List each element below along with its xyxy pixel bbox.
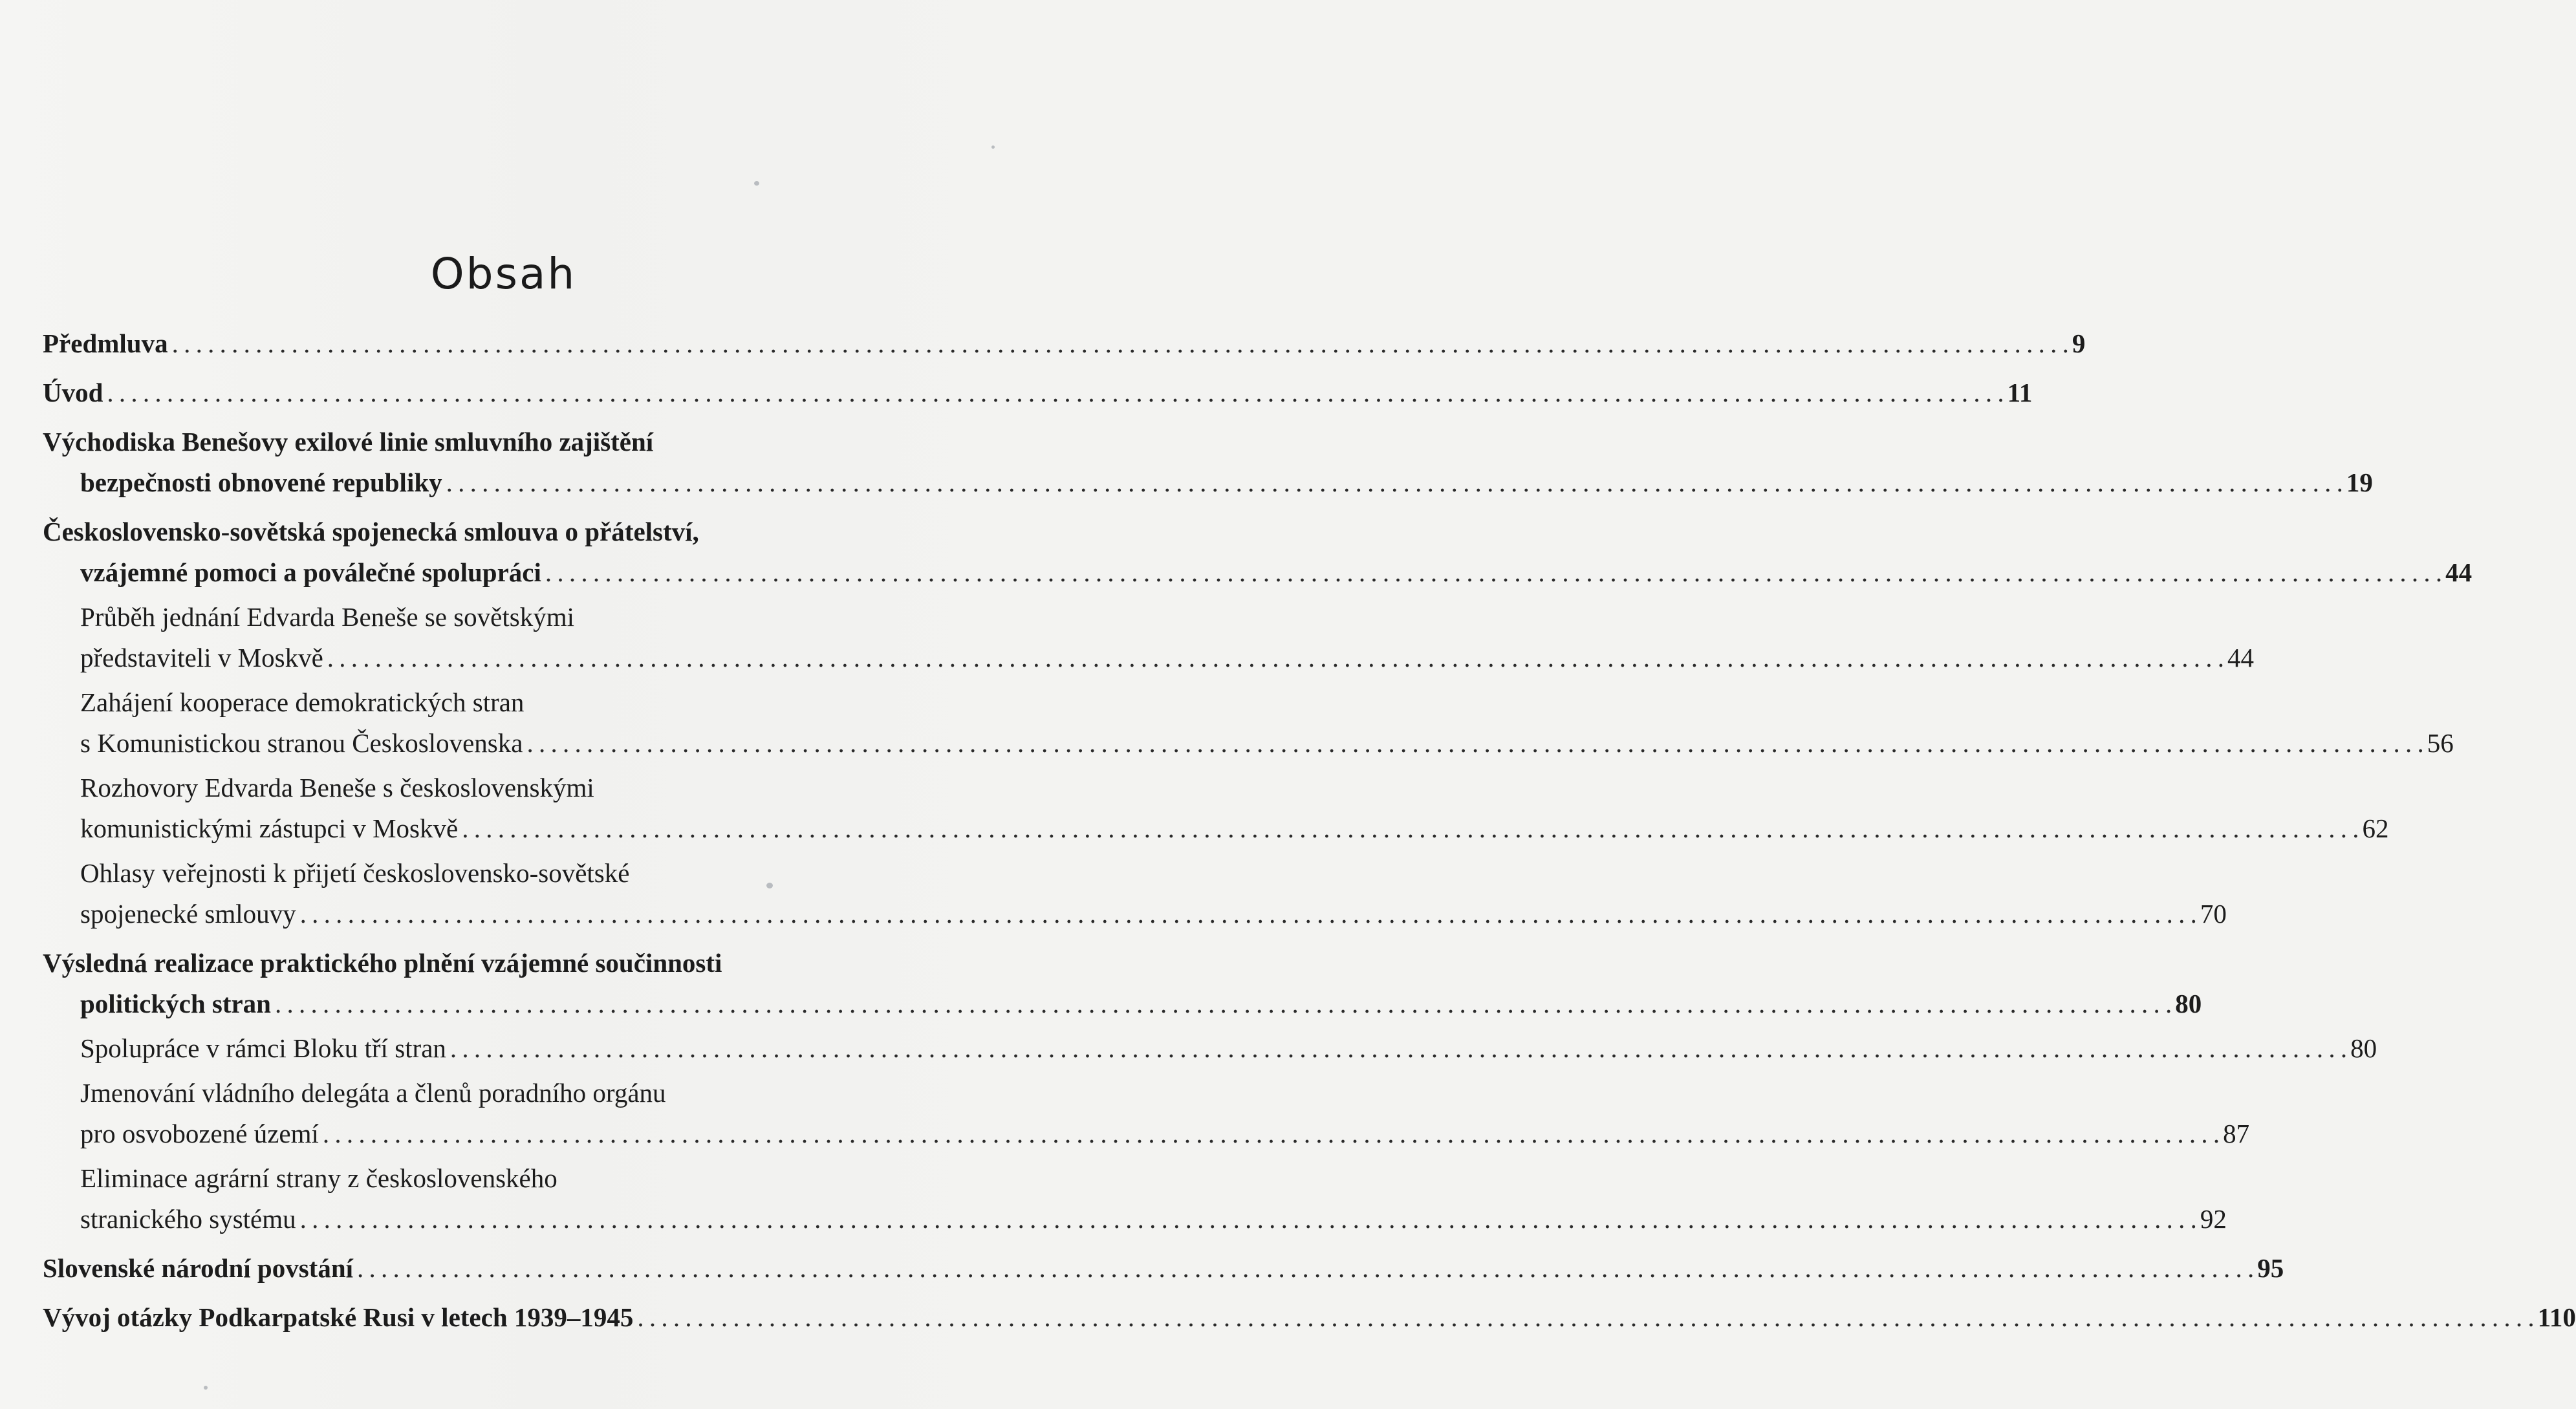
toc-entry-row: [80, 1199, 2227, 1240]
toc-page-number: 56: [2427, 728, 2454, 758]
dot-leader: [275, 989, 2171, 1018]
toc-entry-title-line: Jmenování vládního delegáta a členů poradního orgánu: [80, 1078, 666, 1108]
toc-entry-title-line: Eliminace agrární strany z československého: [80, 1163, 557, 1193]
toc-entry-title-line: komunistickými zástupci v Moskvě: [80, 813, 459, 843]
dot-leader: [637, 1297, 2533, 1338]
toc-entry-row: [43, 372, 2033, 413]
toc-subchapter-entry: [80, 853, 2227, 934]
toc-entry-row: [43, 323, 2086, 364]
toc-entry-row: [43, 1248, 2284, 1289]
toc-entry-row: [80, 808, 2389, 849]
table-of-contents: [43, 323, 2576, 1338]
toc-entry-title-line: Úvod: [43, 378, 103, 407]
toc-entry-row: [43, 1297, 2576, 1338]
dot-leader: [526, 728, 2423, 758]
toc-page-number: 80: [2350, 1033, 2377, 1063]
toc-entry-row: [80, 1028, 2377, 1069]
toc-entry-title-line: Spolupráce v rámci Bloku tří stran: [80, 1033, 446, 1063]
toc-entry-title-line: Východiska Benešovy exilové linie smluvního zajištění: [43, 427, 654, 457]
toc-chapter-entry: [43, 323, 2086, 364]
toc-page-number: 87: [2223, 1119, 2250, 1148]
paper-speck: [991, 145, 995, 149]
toc-entry-row: [80, 894, 2227, 934]
toc-subchapter-entry: [80, 682, 2454, 764]
toc-entry-title-line: Vývoj otázky Podkarpatské Rusi v letech 1939–1945: [43, 1302, 634, 1332]
dot-leader: [300, 899, 2196, 929]
dot-leader: [446, 468, 2343, 497]
toc-entry-title-line: bezpečnosti obnovené republiky: [80, 468, 442, 497]
paper-speck: [754, 181, 759, 186]
toc-chapter-entry: [43, 372, 2033, 413]
toc-page-number: 70: [2200, 899, 2227, 929]
toc-entry-title-line: Slovenské národní povstání: [43, 1253, 354, 1283]
toc-subchapter-entry: [80, 1158, 2227, 1240]
toc-entry-title-line: vzájemné pomoci a poválečné spolupráci: [80, 557, 541, 587]
toc-entry-row: [80, 723, 2454, 764]
toc-entry-row: [80, 1113, 2250, 1154]
dot-leader: [450, 1028, 2346, 1069]
toc-entry-title-line: představiteli v Moskvě: [80, 643, 323, 672]
toc-entry-title-line: spojenecké smlouvy: [80, 899, 296, 929]
dot-leader: [545, 557, 2441, 587]
toc-chapter-entry: [43, 943, 2202, 1024]
toc-entry-title-line: stranického systému: [80, 1204, 296, 1234]
toc-entry-title-line: Zahájení kooperace demokratických stran: [80, 687, 525, 717]
toc-page-number: 19: [2346, 468, 2373, 497]
toc-chapter-entry: [43, 1248, 2284, 1289]
toc-chapter-entry: [43, 511, 2473, 593]
toc-page-number: 9: [2072, 328, 2086, 358]
toc-entry-title-line: Československo-sovětská spojenecká smlouva o přátelství,: [43, 517, 699, 546]
page-title: Obsah: [430, 249, 577, 299]
toc-subchapter-entry: [80, 1073, 2250, 1154]
toc-page-number: 44: [2445, 557, 2473, 587]
dot-leader: [327, 643, 2224, 672]
toc-subchapter-entry: [80, 768, 2389, 849]
toc-page-number: 44: [2227, 643, 2255, 672]
toc-entry-title-line: Ohlasy veřejnosti k přijetí československo-sovětské: [80, 858, 630, 888]
dot-leader: [172, 323, 2068, 364]
toc-entry-row: [43, 462, 2373, 503]
toc-entry-title-line: Průběh jednání Edvarda Beneše se sovětskými: [80, 602, 575, 632]
toc-entry-row: [80, 638, 2255, 678]
toc-entry-title-line: Předmluva: [43, 328, 168, 358]
toc-chapter-entry: [43, 422, 2373, 503]
toc-entry-title-line: s Komunistickou stranou Československa: [80, 728, 523, 758]
toc-entry-title-line: Rozhovory Edvarda Beneše s československými: [80, 773, 594, 802]
toc-subchapter-entry: [80, 1028, 2377, 1069]
toc-page-number: 11: [2007, 378, 2033, 407]
toc-page-number: 62: [2362, 813, 2389, 843]
dot-leader: [107, 372, 2003, 413]
toc-chapter-entry: [43, 1297, 2576, 1338]
dot-leader: [300, 1204, 2196, 1234]
dot-leader: [462, 813, 2358, 843]
toc-page-number: 110: [2537, 1302, 2576, 1332]
toc-page-number: 92: [2200, 1204, 2227, 1234]
toc-page-number: 80: [2175, 989, 2202, 1018]
toc-entry-title-line: Výsledná realizace praktického plnění vzájemné součinnosti: [43, 948, 722, 978]
dot-leader: [323, 1119, 2219, 1148]
toc-page-number: 95: [2257, 1253, 2284, 1283]
toc-entry-row: [43, 984, 2202, 1024]
dot-leader: [357, 1248, 2253, 1289]
toc-entry-title-line: pro osvobozené území: [80, 1119, 319, 1148]
paper-speck: [204, 1386, 208, 1390]
toc-entry-title-line: politických stran: [80, 989, 271, 1018]
toc-subchapter-entry: [80, 597, 2255, 678]
toc-entry-row: [43, 552, 2473, 593]
